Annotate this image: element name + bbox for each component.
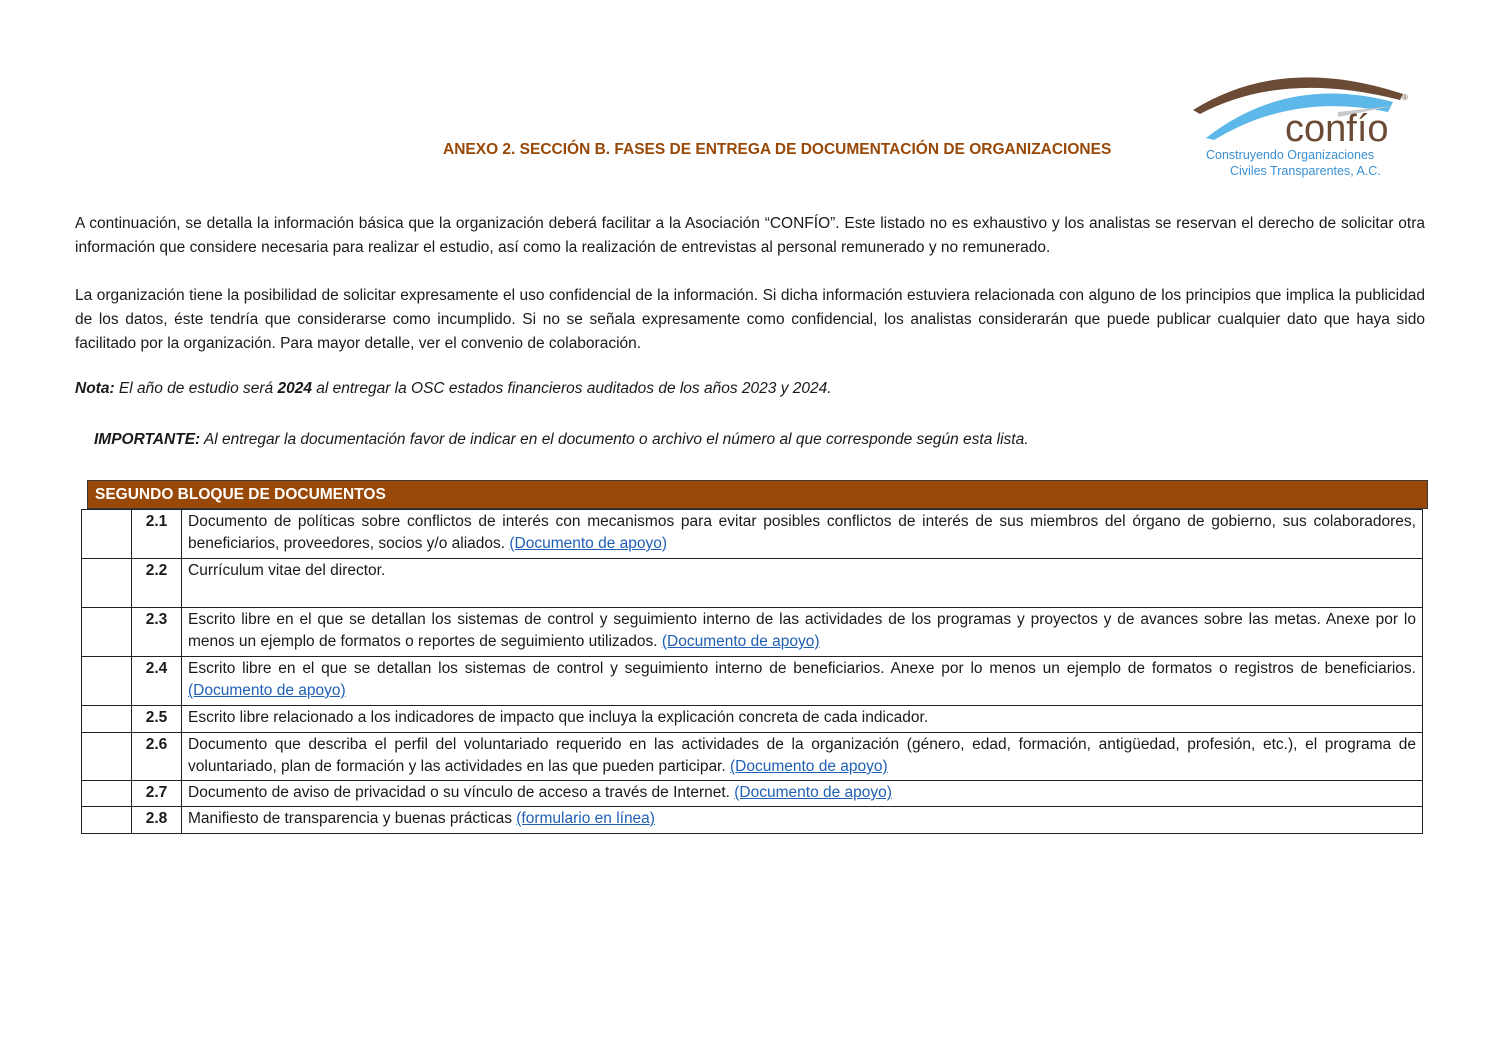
item-text: Manifiesto de transparencia y buenas prácticas	[188, 810, 517, 827]
support-document-link[interactable]: (Documento de apoyo)	[509, 535, 668, 552]
section-header: SEGUNDO BLOQUE DE DOCUMENTOS	[87, 480, 1428, 509]
support-document-link[interactable]: (Documento de apoyo)	[188, 682, 346, 699]
support-document-link[interactable]: (Documento de apoyo)	[661, 633, 820, 650]
documents-table	[81, 509, 1423, 834]
checkbox-cell[interactable]	[82, 706, 132, 733]
note-label: Nota:	[75, 380, 115, 397]
item-text: Currículum vitae del director.	[188, 562, 386, 579]
item-text: Documento de aviso de privacidad o su vínculo de acceso a través de Internet.	[188, 784, 735, 801]
item-number: 2.6	[132, 733, 182, 781]
table-row	[82, 657, 1423, 706]
item-text: Escrito libre relacionado a los indicadores de impacto que incluya la explicación concreta de cada indicador.	[188, 709, 929, 726]
note-text-after: al entregar la OSC estados financieros auditados de los años 2023 y 2024.	[311, 380, 832, 397]
table-row	[82, 807, 1423, 834]
logo-wordmark: confío	[1285, 108, 1389, 150]
item-number: 2.4	[132, 657, 182, 706]
support-document-link[interactable]: (Documento de apoyo)	[734, 784, 892, 801]
confio-logo-graphic	[1188, 62, 1418, 180]
table-row	[82, 608, 1423, 657]
checkbox-cell[interactable]	[82, 559, 132, 608]
item-description	[182, 807, 1423, 834]
item-number: 2.5	[132, 706, 182, 733]
checkbox-cell[interactable]	[82, 781, 132, 807]
support-document-link[interactable]: (Documento de apoyo)	[729, 758, 888, 775]
table-row	[82, 559, 1423, 608]
logo-tagline-line1: Construyendo Organizaciones	[1206, 148, 1375, 162]
confio-logo	[1188, 62, 1418, 180]
note-year: 2024	[277, 380, 312, 397]
logo-tagline-line2: Civiles Transparentes, A.C.	[1230, 164, 1381, 178]
item-text: Documento que describa el perfil del voluntariado requerido en las actividades de la organización (género, edad, formación, antigüedad, profesión, etc.), el programa de voluntariado, plan de formación y las actividades en las que pueden participar.	[188, 736, 1416, 775]
item-text: Documento de políticas sobre conflictos de interés con mecanismos para evitar posibles conflictos de interés de sus miembros del órgano de gobierno, sus colaboradores, beneficiarios, proveedores, socios y/o aliados.	[188, 513, 1416, 552]
study-year-note	[75, 380, 832, 398]
note-text-before: El año de estudio será	[114, 380, 278, 397]
important-label: IMPORTANTE:	[94, 431, 201, 448]
item-number: 2.8	[132, 807, 182, 834]
registered-mark: ®	[1402, 93, 1408, 102]
important-instruction	[94, 431, 1029, 449]
intro-paragraph: A continuación, se detalla la información básica que la organización deberá facilitar a la Asociación “CONFÍO”. Este listado no es exhaustivo y los analistas se reservan el derecho de solicitar otra información que considere necesaria para realizar el estudio, así como la realización de entrevistas al personal remunerado y no remunerado.	[75, 215, 1425, 256]
online-form-link[interactable]: (formulario en línea)	[516, 810, 655, 827]
checkbox-cell[interactable]	[82, 510, 132, 559]
item-description	[182, 608, 1423, 657]
checkbox-cell[interactable]	[82, 608, 132, 657]
item-description	[182, 733, 1423, 781]
item-number: 2.2	[132, 559, 182, 608]
item-description	[182, 657, 1423, 706]
important-text: Al entregar la documentación favor de indicar en el documento o archivo el número al que corresponde según esta lista.	[200, 431, 1029, 448]
table-row	[82, 733, 1423, 781]
table-row	[82, 706, 1423, 733]
item-number: 2.1	[132, 510, 182, 559]
table-row	[82, 781, 1423, 807]
item-number: 2.7	[132, 781, 182, 807]
item-description	[182, 706, 1423, 733]
item-text: Escrito libre en el que se detallan los sistemas de control y seguimiento interno de beneficiarios. Anexe por lo menos un ejemplo de formatos o registros de beneficiarios.	[188, 660, 1416, 677]
checkbox-cell[interactable]	[82, 807, 132, 834]
checkbox-cell[interactable]	[82, 657, 132, 706]
document-title: ANEXO 2. SECCIÓN B. FASES DE ENTREGA DE DOCUMENTACIÓN DE ORGANIZACIONES	[443, 141, 1112, 158]
item-description	[182, 559, 1423, 608]
item-description	[182, 510, 1423, 559]
confidentiality-paragraph: La organización tiene la posibilidad de solicitar expresamente el uso confidencial de la información. Si dicha información estuviera relacionada con alguno de los principios que implica la publicidad de los datos, éste tendría que considerarse como incumplido. Si no se señala expresamente como confidencial, los analistas considerarán que puede publicar cualquier dato que haya sido facilitado por la organización. Para mayor detalle, ver el convenio de colaboración.	[75, 287, 1425, 352]
table-row	[82, 510, 1423, 559]
item-description	[182, 781, 1423, 807]
item-text: Escrito libre en el que se detallan los sistemas de control y seguimiento interno de las actividades de los programas y proyectos y de avances sobre las metas. Anexe por lo menos un ejemplo de formatos o reportes de seguimiento utilizados.	[188, 611, 1416, 650]
checkbox-cell[interactable]	[82, 733, 132, 781]
item-number: 2.3	[132, 608, 182, 657]
